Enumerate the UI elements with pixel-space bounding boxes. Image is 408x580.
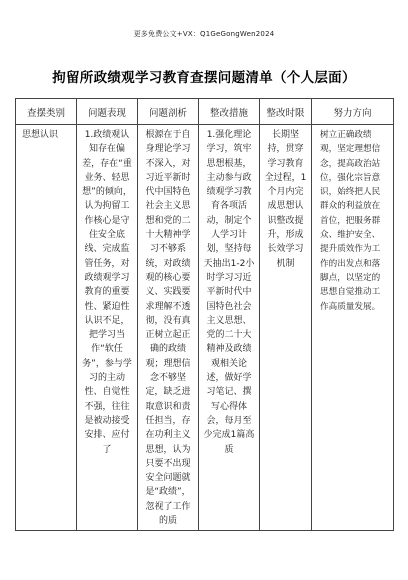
cell-deadline-text: 长期坚持，贯穿学习教育全过程，1个月内完成思想认识整改提升，形成长效学习机制 [264,130,307,269]
header-note: 更多免费公文+VX：Q1GeGongWen2024 [133,30,275,38]
cell-measures [199,125,260,531]
cell-direction [312,125,394,531]
cell-problem-text: 1.政绩观认知存在偏差，存在“重业务、轻思想”的倾向，认为拘留工作核心是守住安全底线、完成监管任务，对政绩观学习教育的重要性、紧迫性认识不足，把学习当作“软任务”，参与学习的主动性、自觉性不强，往往是被动接受安排、应付了 [82,130,132,455]
header-deadline: 整改时限 [260,99,312,125]
cell-problem [77,125,138,531]
header-direction: 努力方向 [312,99,394,125]
table-header-row [16,99,394,125]
cell-measures-text: 1.强化理论学习，筑牢思想根基，主动参与政绩观学习教育各项活动，制定个人学习计划，坚持每天抽出1-2小时学习习近平新时代中国特色社会主义思想、党的二十大精神及政绩观相关论述，做好学习笔记、撰写心得体会，每月至少完成1篇高质 [203,130,255,455]
cell-direction-text: 树立正确政绩观，坚定理想信念，提高政治站位，强化宗旨意识，始终把人民群众的利益放在首位，把服务群众、维护安全、提升质效作为工作的出发点和落脚点，以坚定的思想自觉推动工作高质量发展。 [320,130,381,312]
header-analysis: 问题剖析 [138,99,199,125]
cell-analysis-text: 根源在于自身理论学习不深入，对习近平新时代中国特色社会主义思想和党的二十大精神学习不够系统，对政绩观的核心要义、实践要求理解不透彻，没有真正树立起正确的政绩观；理想信念不够坚定，缺乏进取意识和责任担当，存在功利主义思想，认为只要不出现安全问题就是“政绩”，忽视了工作的质 [145,130,191,527]
problem-list-table [15,98,394,531]
header-category: 查摆类别 [16,99,77,125]
cell-category-text: 思想认识 [22,130,59,140]
cell-category [16,125,77,531]
cell-deadline [260,125,312,531]
header-measures: 整改措施 [199,99,260,125]
cell-analysis [138,125,199,531]
table-row [16,125,394,531]
header-problem: 问题表现 [77,99,138,125]
document-title: 拘留所政绩观学习教育查摆问题清单（个人层面） [52,70,356,86]
